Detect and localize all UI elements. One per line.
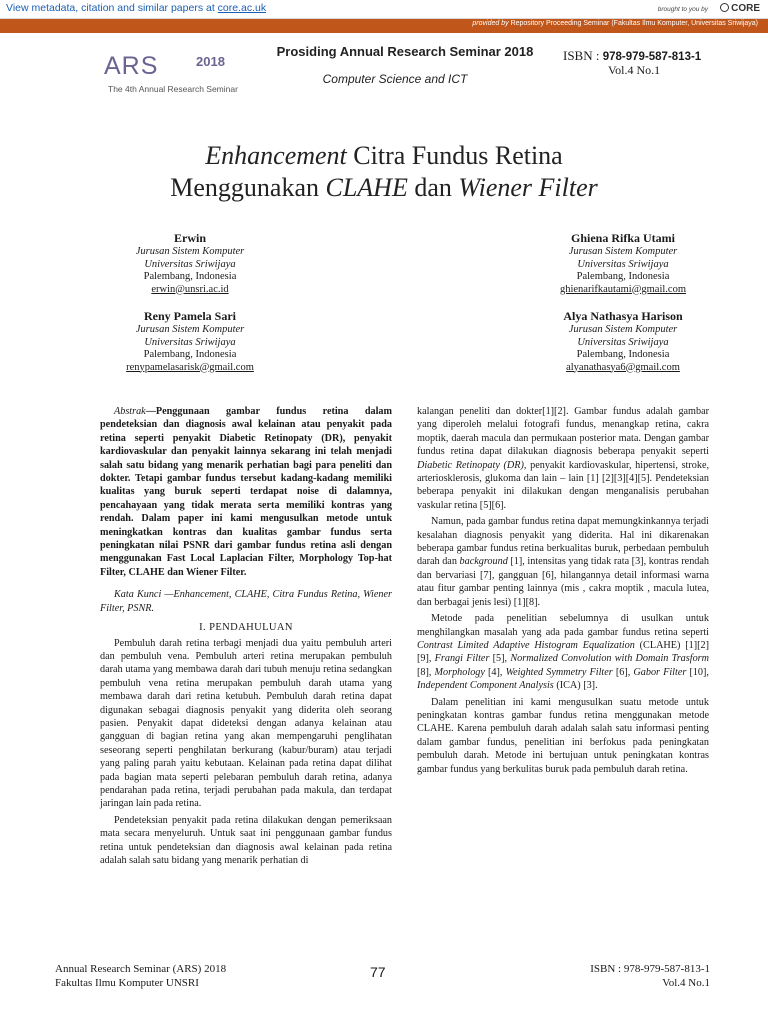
title-part-2: Citra Fundus Retina: [346, 141, 563, 170]
core-banner: [0, 0, 768, 34]
author-dept: Jurusan Sistem Komputer: [568, 246, 678, 257]
header-isbn: [563, 48, 701, 64]
provided-prefix: provided by: [472, 20, 509, 27]
footer-isbn: ISBN : 978-979-587-813-1: [590, 963, 710, 975]
core-label: CORE: [731, 3, 760, 14]
paragraph: [417, 515, 709, 609]
isbn-value: 978-979-587-813-1: [602, 51, 702, 63]
paragraph: [417, 405, 709, 512]
author-block: [498, 231, 748, 296]
section-heading: I. PENDAHULUAN: [199, 622, 293, 634]
text-run-italic: Independent Component Analysis: [417, 680, 554, 692]
text-run-italic: Morphology: [434, 666, 485, 678]
keywords-text: —Enhancement, CLAHE, Citra Fundus Retina, Wiener Filter, PSNR.: [100, 589, 392, 614]
metadata-label: View metadata, citation and similar papers at: [6, 2, 215, 14]
page-number: 77: [370, 964, 386, 980]
keywords: [100, 588, 392, 615]
title-part-5: dan: [407, 173, 459, 202]
text-run: [1], intensitas yang tidak rata [3], kontras rendah dan bervariasi [7], gangguan [6], hilangannya detail informasi warna atau fitur gambar penting lainnya (mis , cakra moptik , macula lutea, dan berbagai jenis lesi) [1][8].: [417, 556, 709, 608]
title-part-1: Enhancement: [205, 141, 347, 170]
provided-source[interactable]: Repository Proceeding Seminar (Fakultas Ilmu Komputer, Universitas Sriwijaya): [510, 20, 758, 27]
core-link[interactable]: core.ac.uk: [217, 2, 267, 14]
author-city: Palembang, Indonesia: [576, 349, 670, 360]
footer-conference: Annual Research Seminar (ARS) 2018: [55, 963, 227, 975]
text-run-italic: Contrast Limited Adaptive Histogram Equalization: [417, 639, 635, 651]
paragraph: Pendeteksian penyakit pada retina dilakukan dengan pemeriksaan mata secara menyeluruh. Untuk saat ini penggunaan gambar fundus retina untuk pendeteksian dan diagnosis awal kelainan pada retina adalah salah satu bidang yang menarik perhatian di: [100, 814, 392, 866]
abstract: [100, 405, 392, 579]
text-run: , penyakit kardiovaskular, hipertensi, stroke, arteriosklerosis, glukoma dan lain – lain [1] [2][3][4][5]. Pendeteksian beberapa penyakit ini dilakukan dengan menganalisis perubahan vaskular retina [5][6].: [417, 459, 710, 511]
right-column: [417, 405, 709, 776]
paragraph: Dalam penelitian ini kami mengusulkan suatu metode untuk peningkatan kontras gambar fundus retina menggunakan metode CLAHE. Karena pembuluh darah adalah salah satu informasi penting dalam gambar fundus, penelitian ini berfokus pada peningkatan pembuluh darah. Metode ini bertujuan untuk peningkatan kontras gambar fundus yang berkulitas buruk pada pembuluh darah retina.: [417, 696, 709, 775]
keywords-label: Kata Kunci: [114, 589, 162, 601]
text-run: [5],: [489, 653, 511, 665]
author-univ: Universitas Sriwijaya: [577, 336, 669, 348]
banner-top-row: [0, 0, 768, 19]
author-dept: Jurusan Sistem Komputer: [568, 324, 678, 335]
abstract-label: Abstrak: [114, 406, 146, 417]
ars-logo: [100, 52, 260, 98]
text-run-italic: background: [459, 556, 508, 568]
text-run-italic: Weighted Symmetry Filter: [505, 666, 613, 678]
brought-by-text: brought to you by: [657, 6, 708, 13]
author-email[interactable]: erwin@unsri.ac.id: [151, 283, 229, 295]
text-run: (CLAHE) [1][2][9],: [417, 639, 709, 665]
logo-text: ARS: [104, 52, 159, 80]
author-name: Erwin: [173, 231, 206, 245]
text-run-italic: Diabetic Retinopaty (DR): [417, 459, 524, 471]
conference-title: Prosiding Annual Research Seminar 2018: [276, 44, 534, 59]
provided-by-text: [472, 20, 758, 27]
metadata-text: [6, 2, 266, 14]
text-run: Namun, pada gambar fundus retina dapat memungkinkannya terjadi kesalahan diagnosis penyakit yang diderita. Hal ini dikarenakan beberapa gambar fundus retina berkualitas buruk, perbedaan pembuluh darah dan: [417, 516, 709, 568]
text-run: [4],: [484, 666, 506, 678]
text-run: [10],: [686, 666, 709, 678]
core-icon: [720, 3, 729, 12]
author-block: [498, 309, 748, 374]
author-email[interactable]: alyanathasya6@gmail.com: [566, 361, 680, 373]
author-email[interactable]: renypamelasarisk@gmail.com: [126, 361, 254, 373]
footer-faculty: Fakultas Ilmu Komputer UNSRI: [55, 977, 199, 989]
abstract-text: —Penggunaan gambar fundus retina dalam pendeteksian dan diagnosis awal kelainan atau penyakit pada retina seperti penyakit Diabetic Retinopaty (DR), penyakit kardiovaskular dan penyakit lainnya sekarang ini telah menjadi salah satu bidang yang menarik perhatian bagi para peneliti dan dokter. Tetapi gambar fundus tersebut kadang-kadang memiliki kualitas yang buruk seperti terdapat noise di dalamnya, pencahayaan yang tidak merata serta memiliki kontras yang rendah. Dalam paper ini kami mengusulkan metode untuk meningkatkan kontras dan kualitas gambar fundus serta peningkatan nilai PSNR dari gambar fundus retina asli dengan menggunakan Fast Local Laplacian Filter, Morphology Top-hat Filter, CLAHE dan Wiener Filter.: [100, 406, 392, 578]
conference-track: Computer Science and ICT: [322, 72, 468, 86]
author-name: Alya Nathasya Harison: [563, 309, 683, 323]
paragraph: Pembuluh darah retina terbagi menjadi dua yaitu pembuluh arteri dan pembuluh vena. Pembuluh arteri retina merupakan pembuluh darah utama yang membawa darah dari tubuh menuju retina sedangkan pembuluh vena retina merupakan pembuluh darah utama yang membawa darah dari retina ketubuh. Pembuluh darah retina dapat digunakan sebagai diagnosis penyakit yang diderita oleh seorang pasien. Penyakit dapat dideteksi dengan adanya kelainan atau gangguan di bagian retina yang akan mempengaruhi penglihatan seseorang seperti penghilatan berkurang (kabur/buram) atau terjadi yang paling parah yaitu kebutaan. Kelainan pada retina dapat dilihat pada bagian mata seperti pelebaran pembuluh darah retina, adanya pendarahan pada retina, terjadi perubahan pada makula, dan terdapat jaringan lain pada retina.: [100, 637, 392, 810]
author-univ: Universitas Sriwijaya: [144, 336, 236, 348]
text-run: Metode pada penelitian sebelumnya di usulkan untuk menghilangkan masalah yang ada pada gambar fundus retina seperti: [417, 613, 709, 638]
author-block: [65, 309, 315, 374]
core-logo[interactable]: [720, 3, 760, 14]
text-run-italic: Normalized Convolution with Domain Trasform: [510, 653, 709, 665]
text-run: (ICA) [3].: [553, 680, 598, 692]
author-univ: Universitas Sriwijaya: [577, 258, 669, 270]
author-city: Palembang, Indonesia: [576, 271, 670, 282]
text-run-italic: Frangi Filter: [434, 653, 490, 665]
footer-right: [560, 962, 710, 990]
title-part-6: Wiener Filter: [458, 173, 598, 202]
footer-volume: Vol.4 No.1: [662, 977, 710, 989]
footer-left: [55, 962, 226, 990]
author-dept: Jurusan Sistem Komputer: [135, 246, 245, 257]
title-part-4: CLAHE: [325, 173, 408, 202]
logo-year: 2018: [196, 54, 225, 69]
header-volume: Vol.4 No.1: [608, 63, 661, 77]
title-part-3: Menggunakan: [170, 173, 326, 202]
author-city: Palembang, Indonesia: [143, 271, 237, 282]
text-run: [6],: [612, 666, 634, 678]
author-name: Reny Pamela Sari: [144, 309, 236, 323]
author-name: Ghiena Rifka Utami: [570, 231, 675, 245]
paper-title: [0, 140, 768, 204]
author-email[interactable]: ghienarifkautami@gmail.com: [559, 283, 686, 295]
left-column: [100, 405, 392, 867]
logo-subtitle: The 4th Annual Research Seminar: [108, 84, 238, 94]
provided-by-bar: [0, 19, 768, 33]
text-run-italic: Gabor Filter: [633, 666, 687, 678]
paragraph: [417, 612, 709, 692]
author-dept: Jurusan Sistem Komputer: [135, 324, 245, 335]
text-run: kalangan peneliti dan dokter[1][2]. Gambar fundus adalah gambar yang diperoleh melalui fotografi fundus, menangkap retina, cakra moptik, daerah macula dan permukaan posterior mata. Dengan gambar fundus retina dapat dilakukan diagnosis beberapa penyakit seperti: [417, 406, 709, 458]
author-city: Palembang, Indonesia: [143, 349, 237, 360]
isbn-label: ISBN :: [563, 48, 600, 63]
text-run: [8],: [417, 666, 435, 678]
author-block: [65, 231, 315, 296]
author-univ: Universitas Sriwijaya: [144, 258, 236, 270]
